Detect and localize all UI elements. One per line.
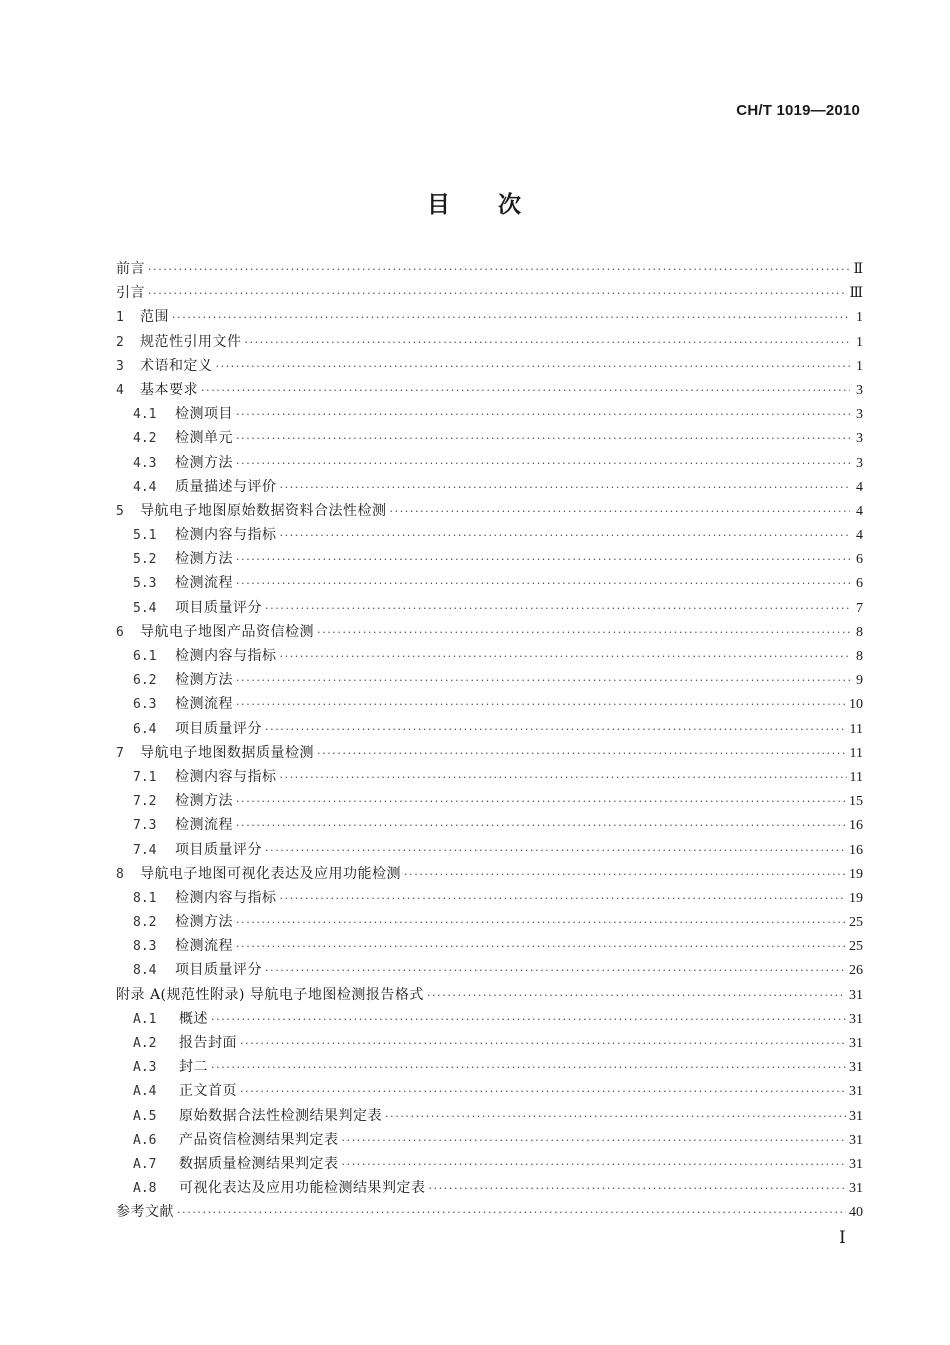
toc-entry-label: 前言 bbox=[116, 261, 145, 277]
page-folio: Ⅰ bbox=[839, 1228, 846, 1247]
toc-entry[interactable] bbox=[116, 838, 863, 862]
dot-leader bbox=[385, 1105, 846, 1129]
dot-leader bbox=[172, 306, 850, 330]
toc-entry-label: 检测单元 bbox=[175, 430, 233, 447]
toc-entry-label: 项目质量评分 bbox=[175, 841, 262, 858]
toc-entry-number: 4.1 bbox=[133, 407, 157, 423]
toc-entry[interactable] bbox=[116, 1055, 863, 1079]
toc-entry-page: 25 bbox=[849, 915, 863, 931]
toc-entry-label: 规范性引用文件 bbox=[140, 333, 242, 350]
toc-entry-label: 检测流程 bbox=[175, 817, 233, 834]
toc-entry-label: 项目质量评分 bbox=[175, 962, 262, 979]
toc-entry-number: 4 bbox=[116, 382, 124, 398]
toc-entry-label: 附录 A(规范性附录) 导航电子地图检测报告格式 bbox=[116, 986, 424, 1003]
toc-entry-label: 项目质量评分 bbox=[175, 599, 262, 616]
toc-entry[interactable] bbox=[116, 741, 863, 765]
toc-entry[interactable] bbox=[116, 1079, 863, 1103]
dot-leader bbox=[236, 814, 846, 838]
toc-entry[interactable] bbox=[116, 813, 863, 837]
toc-entry-number: 3 bbox=[116, 358, 124, 374]
dot-leader bbox=[280, 476, 851, 500]
toc-entry-page: 31 bbox=[849, 1108, 863, 1124]
toc-entry-page: 31 bbox=[849, 987, 863, 1003]
toc-entry[interactable] bbox=[116, 475, 863, 499]
toc-entry-page: 6 bbox=[856, 552, 863, 568]
toc-entry-number: 8.1 bbox=[133, 890, 157, 906]
toc-entry[interactable] bbox=[116, 1176, 863, 1200]
toc-entry[interactable] bbox=[116, 499, 863, 523]
toc-entry-number: 8.2 bbox=[133, 915, 157, 931]
toc-entry-page: 40 bbox=[849, 1205, 863, 1221]
toc-entry-page: 8 bbox=[856, 649, 863, 664]
dot-leader bbox=[201, 379, 850, 403]
toc-entry-page: 31 bbox=[849, 1156, 863, 1172]
toc-entry-number: 6.1 bbox=[133, 649, 157, 664]
toc-entry-page: 31 bbox=[849, 1084, 863, 1100]
toc-entry-page: 31 bbox=[849, 1181, 863, 1197]
toc-entry-page: 9 bbox=[856, 673, 863, 689]
toc-entry-page: 1 bbox=[856, 310, 863, 326]
toc-entry-number: A.7 bbox=[133, 1156, 157, 1172]
toc-entry-page: 16 bbox=[849, 818, 863, 834]
table-of-contents bbox=[116, 257, 863, 1225]
toc-entry[interactable] bbox=[116, 305, 863, 329]
toc-entry-label: 原始数据合法性检测结果判定表 bbox=[179, 1107, 382, 1124]
toc-entry-label: 基本要求 bbox=[140, 381, 198, 398]
dot-leader bbox=[148, 282, 846, 306]
toc-entry-number: 4.3 bbox=[133, 455, 157, 471]
toc-entry-number: 4.4 bbox=[133, 479, 157, 495]
toc-entry-page: 3 bbox=[856, 455, 863, 471]
toc-entry-page: 3 bbox=[856, 407, 863, 423]
title-part-2: 次 bbox=[498, 192, 523, 218]
toc-entry-label: 检测内容与指标 bbox=[175, 648, 277, 664]
dot-leader bbox=[236, 669, 850, 693]
standard-code: CH/T 1019—2010 bbox=[736, 102, 860, 119]
dot-leader bbox=[211, 1056, 846, 1080]
toc-entry-number: 7.2 bbox=[133, 794, 157, 810]
dot-leader bbox=[236, 790, 846, 814]
toc-entry-label: 检测方法 bbox=[175, 551, 233, 568]
toc-entry-label: 封二 bbox=[179, 1059, 208, 1076]
page-title bbox=[0, 186, 950, 219]
toc-entry[interactable] bbox=[116, 1104, 863, 1128]
dot-leader bbox=[342, 1153, 847, 1177]
toc-entry-page: 4 bbox=[856, 479, 863, 495]
toc-entry-label: 检测流程 bbox=[175, 575, 233, 592]
toc-entry-label: 可视化表达及应用功能检测结果判定表 bbox=[179, 1180, 426, 1197]
toc-entry[interactable] bbox=[116, 958, 863, 982]
dot-leader bbox=[240, 1080, 846, 1104]
dot-leader bbox=[211, 1008, 846, 1032]
toc-entry-page: 16 bbox=[849, 842, 863, 858]
toc-entry-number: A.1 bbox=[133, 1011, 157, 1027]
dot-leader bbox=[245, 331, 851, 355]
dot-leader bbox=[240, 1032, 846, 1056]
toc-entry-label: 概述 bbox=[179, 1010, 208, 1027]
toc-entry-page: 8 bbox=[856, 624, 863, 640]
toc-entry-label: 检测方法 bbox=[175, 454, 233, 471]
toc-entry-label: 正文首页 bbox=[179, 1083, 237, 1100]
toc-entry-label: 检测项目 bbox=[175, 406, 233, 423]
toc-entry[interactable] bbox=[116, 765, 863, 789]
toc-entry-number: A.4 bbox=[133, 1084, 157, 1100]
toc-entry-page: 31 bbox=[849, 1132, 863, 1148]
toc-entry-number: 5.3 bbox=[133, 576, 157, 592]
toc-entry-label: 数据质量检测结果判定表 bbox=[179, 1155, 339, 1172]
toc-entry[interactable] bbox=[116, 717, 863, 741]
dot-leader bbox=[236, 911, 846, 935]
toc-entry-label: 检测流程 bbox=[175, 696, 233, 713]
toc-entry[interactable] bbox=[116, 1031, 863, 1055]
dot-leader bbox=[236, 427, 850, 451]
toc-entry-label: 参考文献 bbox=[116, 1204, 174, 1221]
dot-leader bbox=[236, 693, 846, 717]
toc-entry[interactable] bbox=[116, 257, 863, 281]
toc-entry-number: 7.4 bbox=[133, 842, 157, 858]
dot-leader bbox=[390, 500, 851, 524]
toc-entry[interactable] bbox=[116, 354, 863, 378]
toc-entry[interactable] bbox=[116, 1200, 863, 1224]
dot-leader bbox=[236, 548, 850, 572]
toc-entry-page: 11 bbox=[849, 745, 863, 761]
dot-leader bbox=[148, 258, 850, 282]
title-part-1: 目 bbox=[427, 192, 452, 218]
toc-entry-label: 质量描述与评价 bbox=[175, 478, 277, 495]
toc-entry-page: 31 bbox=[849, 1036, 863, 1051]
toc-entry-number: 7.1 bbox=[133, 769, 157, 785]
toc-entry-label: 检测内容与指标 bbox=[175, 527, 277, 544]
toc-entry-number: 5 bbox=[116, 503, 124, 519]
toc-entry[interactable] bbox=[116, 910, 863, 934]
toc-entry-page: 11 bbox=[849, 769, 863, 785]
toc-entry-number: 8 bbox=[116, 866, 124, 882]
dot-leader bbox=[265, 839, 846, 863]
dot-leader bbox=[404, 863, 846, 887]
toc-entry-number: 7.3 bbox=[133, 818, 157, 834]
dot-leader bbox=[342, 1129, 847, 1153]
toc-entry-page: 4 bbox=[856, 503, 863, 519]
toc-entry-label: 检测方法 bbox=[175, 793, 233, 810]
dot-leader bbox=[317, 742, 847, 766]
toc-entry[interactable] bbox=[116, 571, 863, 595]
toc-entry[interactable] bbox=[116, 886, 863, 910]
toc-entry-label: 产品资信检测结果判定表 bbox=[179, 1131, 339, 1148]
dot-leader bbox=[236, 452, 850, 476]
toc-entry-page: 4 bbox=[856, 528, 863, 544]
dot-leader bbox=[280, 766, 847, 790]
dot-leader bbox=[265, 597, 850, 621]
toc-entry[interactable] bbox=[116, 330, 863, 354]
toc-entry-label: 术语和定义 bbox=[140, 357, 213, 374]
toc-entry-number: 6.4 bbox=[133, 721, 157, 737]
toc-entry-label: 导航电子地图可视化表达及应用功能检测 bbox=[140, 865, 401, 882]
dot-leader bbox=[216, 355, 851, 379]
toc-entry[interactable] bbox=[116, 1128, 863, 1152]
dot-leader bbox=[317, 621, 850, 645]
toc-entry[interactable] bbox=[116, 620, 863, 644]
dot-leader bbox=[427, 984, 846, 1008]
toc-entry-label: 引言 bbox=[116, 285, 145, 302]
toc-entry-page: 19 bbox=[849, 866, 863, 882]
toc-entry-label: 检测方法 bbox=[175, 914, 233, 931]
toc-entry-page: Ⅱ bbox=[853, 262, 863, 277]
toc-entry-page: 6 bbox=[856, 576, 863, 592]
toc-entry-label: 范围 bbox=[140, 309, 169, 326]
toc-entry[interactable] bbox=[116, 281, 863, 305]
toc-entry[interactable] bbox=[116, 983, 863, 1007]
toc-entry-number: A.5 bbox=[133, 1108, 157, 1124]
toc-entry-page: 31 bbox=[849, 1060, 863, 1076]
toc-entry[interactable] bbox=[116, 644, 863, 668]
toc-entry[interactable] bbox=[116, 426, 863, 450]
dot-leader bbox=[280, 887, 847, 911]
toc-entry-number: A.3 bbox=[133, 1060, 157, 1076]
toc-entry[interactable] bbox=[116, 934, 863, 958]
toc-entry-page: 3 bbox=[856, 431, 863, 447]
toc-entry-number: A.2 bbox=[133, 1036, 157, 1051]
toc-entry-label: 检测流程 bbox=[175, 938, 233, 955]
dot-leader bbox=[236, 572, 850, 596]
dot-leader bbox=[265, 959, 846, 983]
toc-entry[interactable] bbox=[116, 596, 863, 620]
toc-entry[interactable] bbox=[116, 862, 863, 886]
dot-leader bbox=[236, 403, 850, 427]
toc-entry[interactable] bbox=[116, 402, 863, 426]
toc-entry-number: A.6 bbox=[133, 1132, 157, 1148]
toc-entry-label: 导航电子地图产品资信检测 bbox=[140, 623, 314, 640]
toc-entry-page: 15 bbox=[849, 794, 863, 810]
toc-entry-label: 导航电子地图数据质量检测 bbox=[140, 744, 314, 761]
toc-entry-number: 6.3 bbox=[133, 697, 157, 713]
toc-entry-label: 检测内容与指标 bbox=[175, 889, 277, 906]
toc-entry[interactable] bbox=[116, 523, 863, 547]
toc-entry-number: 8.3 bbox=[133, 939, 157, 955]
toc-entry-page: Ⅲ bbox=[849, 286, 863, 302]
toc-entry-number: 6 bbox=[116, 624, 124, 640]
toc-entry-number: 8.4 bbox=[133, 963, 157, 979]
toc-entry-number: 5.4 bbox=[133, 600, 157, 616]
toc-entry-page: 7 bbox=[856, 600, 863, 616]
toc-entry[interactable] bbox=[116, 451, 863, 475]
toc-entry-number: 5.1 bbox=[133, 528, 157, 544]
toc-entry[interactable] bbox=[116, 692, 863, 716]
toc-entry-number: 1 bbox=[116, 310, 124, 326]
dot-leader bbox=[280, 524, 851, 548]
toc-entry-page: 25 bbox=[849, 939, 863, 955]
toc-entry-page: 1 bbox=[856, 334, 863, 350]
dot-leader bbox=[236, 935, 846, 959]
toc-entry-number: A.8 bbox=[133, 1181, 157, 1197]
toc-entry-page: 10 bbox=[849, 697, 863, 713]
toc-entry-label: 项目质量评分 bbox=[175, 720, 262, 737]
dot-leader bbox=[429, 1177, 847, 1201]
toc-entry-number: 2 bbox=[116, 334, 124, 350]
toc-entry-page: 3 bbox=[856, 382, 863, 398]
toc-entry[interactable] bbox=[116, 1007, 863, 1031]
toc-entry-label: 导航电子地图原始数据资料合法性检测 bbox=[140, 502, 387, 519]
toc-entry-number: 6.2 bbox=[133, 673, 157, 689]
toc-entry-number: 5.2 bbox=[133, 552, 157, 568]
toc-entry-page: 1 bbox=[856, 358, 863, 374]
toc-entry[interactable] bbox=[116, 789, 863, 813]
dot-leader bbox=[177, 1201, 846, 1225]
toc-entry[interactable] bbox=[116, 1152, 863, 1176]
toc-entry-page: 19 bbox=[849, 890, 863, 906]
dot-leader bbox=[280, 645, 851, 669]
dot-leader bbox=[265, 718, 847, 742]
toc-entry-label: 报告封面 bbox=[179, 1035, 237, 1051]
toc-entry-number: 7 bbox=[116, 745, 124, 761]
toc-entry-page: 26 bbox=[849, 963, 863, 979]
toc-entry-label: 检测方法 bbox=[175, 672, 233, 689]
toc-entry[interactable] bbox=[116, 378, 863, 402]
toc-entry[interactable] bbox=[116, 547, 863, 571]
toc-entry[interactable] bbox=[116, 668, 863, 692]
toc-entry-page: 31 bbox=[849, 1011, 863, 1027]
toc-entry-label: 检测内容与指标 bbox=[175, 768, 277, 785]
toc-entry-page: 11 bbox=[849, 721, 863, 737]
toc-entry-number: 4.2 bbox=[133, 431, 157, 447]
